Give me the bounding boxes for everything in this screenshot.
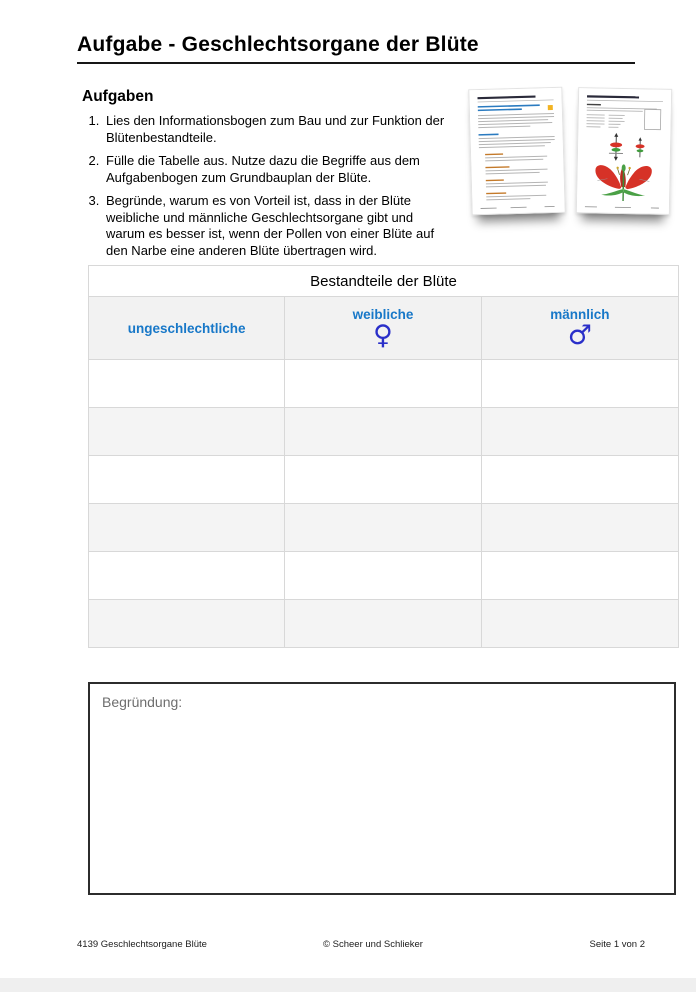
tasks-heading: Aufgaben <box>82 88 154 105</box>
column-header-ungeschlechtliche <box>89 297 285 359</box>
page-footer <box>77 939 645 950</box>
table-title: Bestandteile der Blüte <box>89 266 678 297</box>
table-row <box>89 504 678 552</box>
column-label: männlich <box>550 307 610 322</box>
table-cell <box>89 408 285 455</box>
task-item-2: 2. Fülle die Tabelle aus. Nutze dazu die Begriffe aus dem Aufgabenbogen zum Grundbauplan der Blüte. <box>103 153 454 186</box>
table-cell <box>285 456 481 503</box>
table-cell <box>482 408 678 455</box>
female-symbol-icon: ♀ <box>373 320 393 351</box>
table-cell <box>482 552 678 599</box>
table-row <box>89 360 678 408</box>
tasks-list <box>82 113 454 259</box>
informationsbogen-mini-render <box>469 88 564 215</box>
table-header-row <box>89 297 678 360</box>
table-row <box>89 456 678 504</box>
page-title: Aufgabe - Geschlechtsorgane der Blüte <box>77 33 479 56</box>
table-cell <box>89 504 285 551</box>
table-row <box>89 600 678 647</box>
tasks-section <box>82 88 454 266</box>
page-edge-strip <box>0 978 696 992</box>
table-cell <box>285 552 481 599</box>
footer-document-id: 4139 Geschlechtsorgane Blüte <box>77 939 207 950</box>
table-cell <box>89 360 285 407</box>
male-symbol-icon: ♂ <box>567 320 592 351</box>
footer-page-number: Seite 1 von 2 <box>589 939 645 950</box>
table-cell <box>482 600 678 647</box>
title-underline <box>77 62 635 64</box>
document-thumbnails <box>468 86 672 226</box>
informationsbogen-thumbnail <box>468 86 565 222</box>
column-header-weibliche <box>285 297 481 359</box>
table-cell <box>482 360 678 407</box>
table-cell <box>285 408 481 455</box>
column-label: weibliche <box>352 307 414 322</box>
aufgabenbogen-mini-render <box>577 88 671 214</box>
informationsbogen-page-image <box>468 87 565 216</box>
aufgabenbogen-thumbnail <box>575 86 672 222</box>
table-body <box>89 360 678 647</box>
task-item-1: 1. Lies den Informationsbogen zum Bau und zur Funktion der Blütenbestandteile. <box>103 113 454 146</box>
footer-copyright: © Scheer und Schlieker <box>323 939 423 950</box>
table-cell <box>285 360 481 407</box>
table-row <box>89 552 678 600</box>
begruendung-label: Begründung: <box>102 694 183 710</box>
aufgabenbogen-page-image <box>576 87 672 215</box>
table-cell <box>285 600 481 647</box>
table-cell <box>482 504 678 551</box>
column-label: ungeschlechtliche <box>127 320 246 336</box>
table-row <box>89 408 678 456</box>
table-cell <box>285 504 481 551</box>
table-cell <box>89 552 285 599</box>
column-header-maennlich <box>482 297 678 359</box>
table-cell <box>89 600 285 647</box>
begruendung-box <box>88 682 676 895</box>
table-cell <box>89 456 285 503</box>
bluete-table <box>88 265 679 648</box>
task-item-3: 3. Begründe, warum es von Vorteil ist, dass in der Blüte weibliche und männliche Geschlechtsorgane gibt und warum es besser ist, wenn der Pollen von einer Blüte auf den Narbe eine anderen Blüte übertragen wird. <box>103 193 454 259</box>
table-cell <box>482 456 678 503</box>
